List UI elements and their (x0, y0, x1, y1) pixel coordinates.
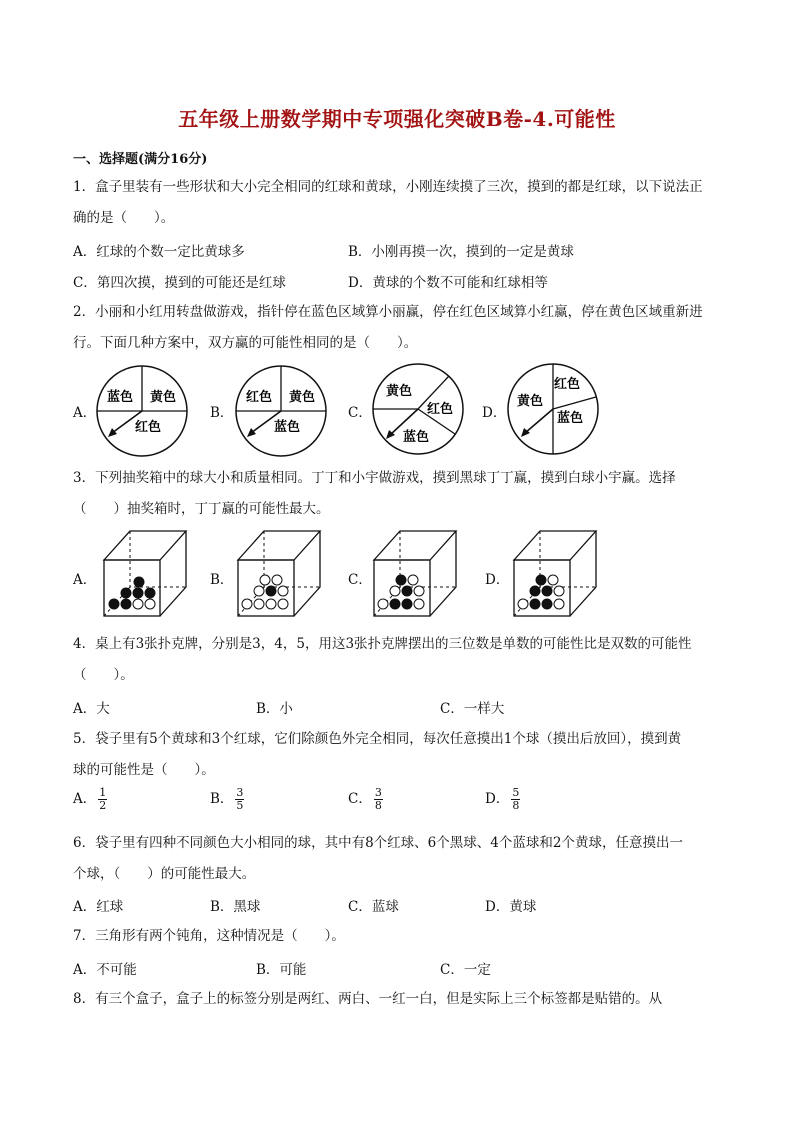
q1-line2: 确的是（ ）。 (73, 210, 175, 226)
spinner-d-yellow: 黄色 (516, 394, 544, 409)
lottery-box-c (370, 527, 460, 619)
q7-option-c: C．一定 (440, 962, 491, 978)
spinner-b-blue: 蓝色 (273, 420, 301, 435)
q1-line1: 1．盒子里装有一些形状和大小完全相同的红球和黄球，小刚连续摸了三次，摸到的都是红球，以下说法正 (73, 179, 703, 195)
q2-line2: 行。下面几种方案中，双方赢的可能性相同的是（ ）。 (73, 335, 418, 351)
q5-line2: 球的可能性是（ ）。 (73, 762, 215, 778)
q4-option-a: A．大 (73, 701, 110, 717)
q3-letter-b: B． (210, 572, 234, 588)
q8-line1: 8．有三个盒子，盒子上的标签分别是两红、两白、一红一白，但是实际上三个标签都是贴错的。从 (73, 991, 663, 1007)
spinner-a-blue: 蓝色 (106, 390, 134, 405)
spinner-a-yellow: 黄色 (149, 390, 177, 405)
q4-option-b: B．小 (256, 701, 293, 717)
q5-option-a: A． $\frac{1}{2}$ (73, 786, 107, 812)
q5-line1: 5．袋子里有5个黄球和3个红球，它们除颜色外完全相同，每次任意摸出1个球（摸出后放回），摸到黄 (73, 731, 682, 747)
section-heading: 一、选择题(满分16分) (73, 152, 208, 167)
spinner-b-yellow: 黄色 (288, 390, 316, 405)
q1-option-d: D．黄球的个数不可能和红球相等 (348, 275, 548, 291)
spinner-a-red: 红色 (134, 420, 162, 435)
lottery-box-b (234, 527, 324, 619)
q2-line1: 2．小丽和小红用转盘做游戏，指针停在蓝色区域算小丽赢，停在红色区域算小红赢，停在黄色区域重新进 (73, 304, 703, 320)
q6-option-a: A．红球 (73, 899, 124, 915)
lottery-box-a (100, 527, 190, 619)
q3-letter-c: C． (348, 572, 372, 588)
q6-option-b: B．黑球 (210, 899, 261, 915)
lottery-box-d (510, 527, 600, 619)
q4-line1: 4．桌上有3张扑克牌，分别是3，4，5，用这3张扑克牌摆出的三位数是单数的可能性比是双数的可能性 (73, 636, 692, 652)
q6-line1: 6．袋子里有四种不同颜色大小相同的球，其中有8个红球、6个黑球、4个蓝球和2个黄球，任意摸出一 (73, 835, 683, 851)
q4-line2: （ ）。 (73, 667, 134, 683)
spinner-d-red: 红色 (553, 377, 581, 392)
q6-line2: 个球，（ ）的可能性最大。 (73, 866, 256, 882)
spinner-c-yellow: 黄色 (385, 384, 413, 399)
q5-option-b: B． $\frac{3}{5}$ (210, 786, 244, 812)
spinner-a (94, 363, 190, 459)
q7-option-a: A．不可能 (73, 962, 137, 978)
spinner-c-red: 红色 (426, 402, 454, 417)
spinner-c (370, 361, 466, 457)
page-title: 五年级上册数学期中专项强化突破B卷-4.可能性 (178, 107, 616, 131)
spinner-b (233, 363, 329, 459)
q1-option-a: A．红球的个数一定比黄球多 (73, 244, 245, 260)
spinner-d-blue: 蓝色 (556, 411, 584, 426)
q7-line1: 7．三角形有两个钝角，这种情况是（ ）。 (73, 928, 345, 944)
spinner-b-red: 红色 (245, 390, 273, 405)
q3-line1: 3．下列抽奖箱中的球大小和质量相同。丁丁和小宇做游戏，摸到黑球丁丁赢，摸到白球小宇赢。选择 (73, 470, 676, 486)
q2-letter-a: A． (73, 405, 97, 421)
q1-option-c: C．第四次摸，摸到的可能还是红球 (73, 275, 286, 291)
q3-letter-a: A． (73, 572, 97, 588)
q6-option-d: D．黄球 (485, 899, 537, 915)
q3-letter-d: D． (485, 572, 510, 588)
q3-line2: （ ）抽奖箱时，丁丁赢的可能性最大。 (73, 501, 330, 517)
q6-option-c: C．蓝球 (348, 899, 399, 915)
q4-option-c: C．一样大 (440, 701, 505, 717)
spinner-c-blue: 蓝色 (402, 430, 430, 445)
spinner-d (505, 361, 601, 457)
q1-option-b: B．小刚再摸一次，摸到的一定是黄球 (348, 244, 574, 260)
q2-letter-b: B． (210, 405, 234, 421)
q7-option-b: B．可能 (256, 962, 307, 978)
q2-letter-c: C． (348, 405, 372, 421)
q5-option-d: D． $\frac{5}{8}$ (485, 786, 520, 812)
q5-option-c: C． $\frac{3}{8}$ (348, 786, 382, 812)
q2-letter-d: D． (482, 405, 507, 421)
